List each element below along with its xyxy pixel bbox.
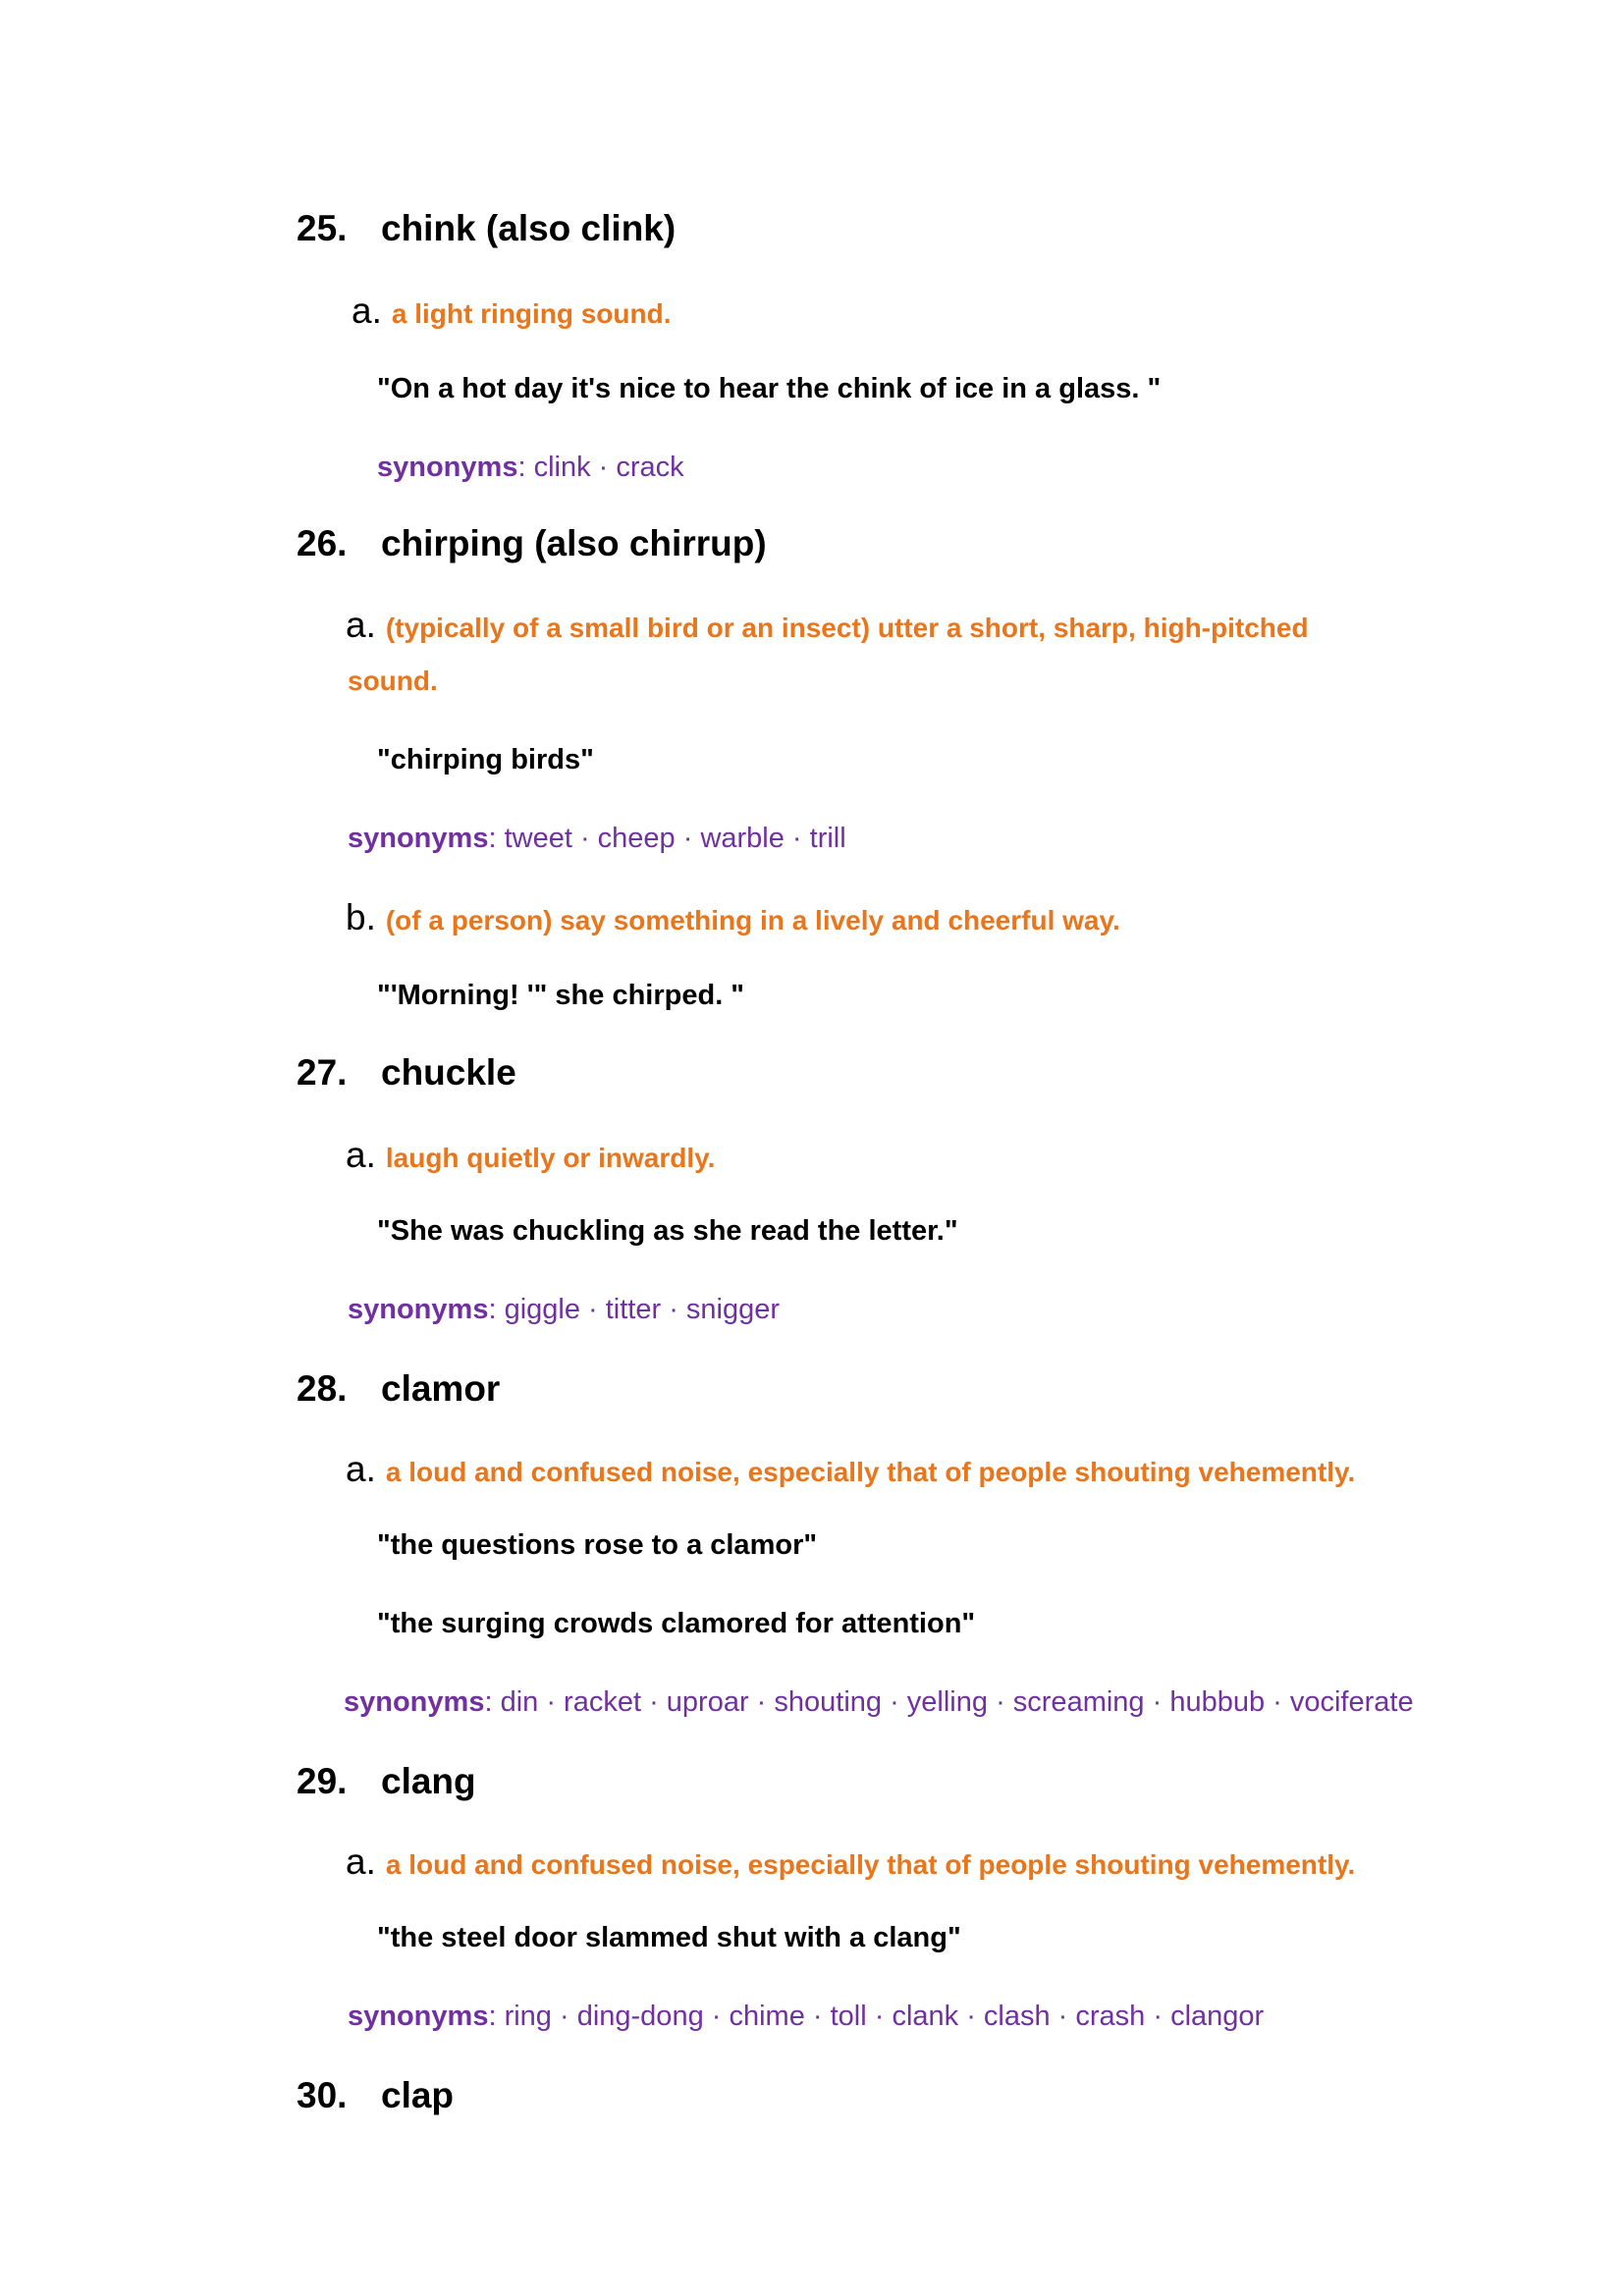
entry-word: clang (381, 1761, 476, 1801)
synonyms-label: synonyms (348, 823, 489, 854)
synonyms-line (377, 452, 684, 484)
synonyms-line (344, 1686, 1414, 1719)
sense-letter: a. (346, 1842, 376, 1882)
synonyms-label: synonyms (348, 2001, 489, 2032)
sense-definition: a loud and confused noise, especially that of people shouting vehemently. (385, 1849, 1356, 1880)
entry-word: chuckle (381, 1052, 516, 1093)
entry-number: 30. (297, 2075, 348, 2115)
sense-definition: a light ringing sound. (391, 298, 672, 329)
entry-number: 28. (297, 1368, 348, 1409)
entry-word: chirping (also chirrup) (381, 523, 767, 563)
sense-letter: b. (346, 897, 376, 937)
synonyms-list: : giggle · titter · snigger (488, 1294, 781, 1325)
example-sentence: "chirping birds" (377, 744, 594, 775)
entry-word: chink (also clink) (381, 208, 677, 248)
sense (346, 897, 1120, 938)
sense-letter: a. (346, 1135, 376, 1175)
entry-number: 25. (297, 208, 348, 248)
synonyms-list: : clink · crack (517, 452, 684, 483)
synonyms-label: synonyms (377, 452, 518, 483)
entry-number: 29. (297, 1761, 348, 1801)
sense-definition: (of a person) say something in a lively and cheerful way. (385, 905, 1120, 935)
example-sentence: "On a hot day it's nice to hear the chink of ice in a glass. " (377, 373, 1162, 404)
example-sentence: "the surging crowds clamored for attention" (377, 1608, 976, 1639)
sense (352, 291, 672, 332)
entry-word: clap (381, 2075, 455, 2115)
synonyms-line (348, 2001, 1264, 2033)
sense-definition: a loud and confused noise, especially that of people shouting vehemently. (385, 1457, 1356, 1487)
sense-letter: a. (352, 291, 382, 331)
example-sentence: "She was chuckling as she read the letter." (377, 1215, 958, 1247)
sense-letter: a. (346, 1449, 376, 1489)
synonyms-list: : din · racket · uproar · shouting · yelling · screaming · hubbub · vociferate (484, 1686, 1414, 1718)
example-sentence: "the questions rose to a clamor" (377, 1529, 818, 1561)
synonyms-label: synonyms (344, 1686, 485, 1718)
example-sentence: "the steel door slammed shut with a clang" (377, 1922, 961, 1953)
synonyms-list: : ring · ding-dong · chime · toll · clank · clash · crash · clangor (488, 2001, 1265, 2032)
sense (346, 1449, 1355, 1490)
sense-definition-line1: (typically of a small bird or an insect) utter a short, sharp, high-pitched (385, 613, 1309, 643)
sense-definition-line2: sound. (348, 666, 438, 696)
entry-word: clamor (381, 1368, 501, 1409)
sense-definition: laugh quietly or inwardly. (385, 1143, 716, 1173)
synonyms-label: synonyms (348, 1294, 489, 1325)
synonyms-line (348, 823, 846, 855)
example-sentence: "'Morning! '" she chirped. " (377, 980, 745, 1011)
sense-letter: a. (346, 605, 376, 645)
sense (346, 605, 1309, 646)
entry-number: 26. (297, 523, 348, 563)
sense (346, 1135, 715, 1176)
entry-number: 27. (297, 1052, 348, 1093)
synonyms-list: : tweet · cheep · warble · trill (488, 823, 846, 854)
synonyms-line (348, 1294, 780, 1326)
sense (346, 1842, 1355, 1883)
